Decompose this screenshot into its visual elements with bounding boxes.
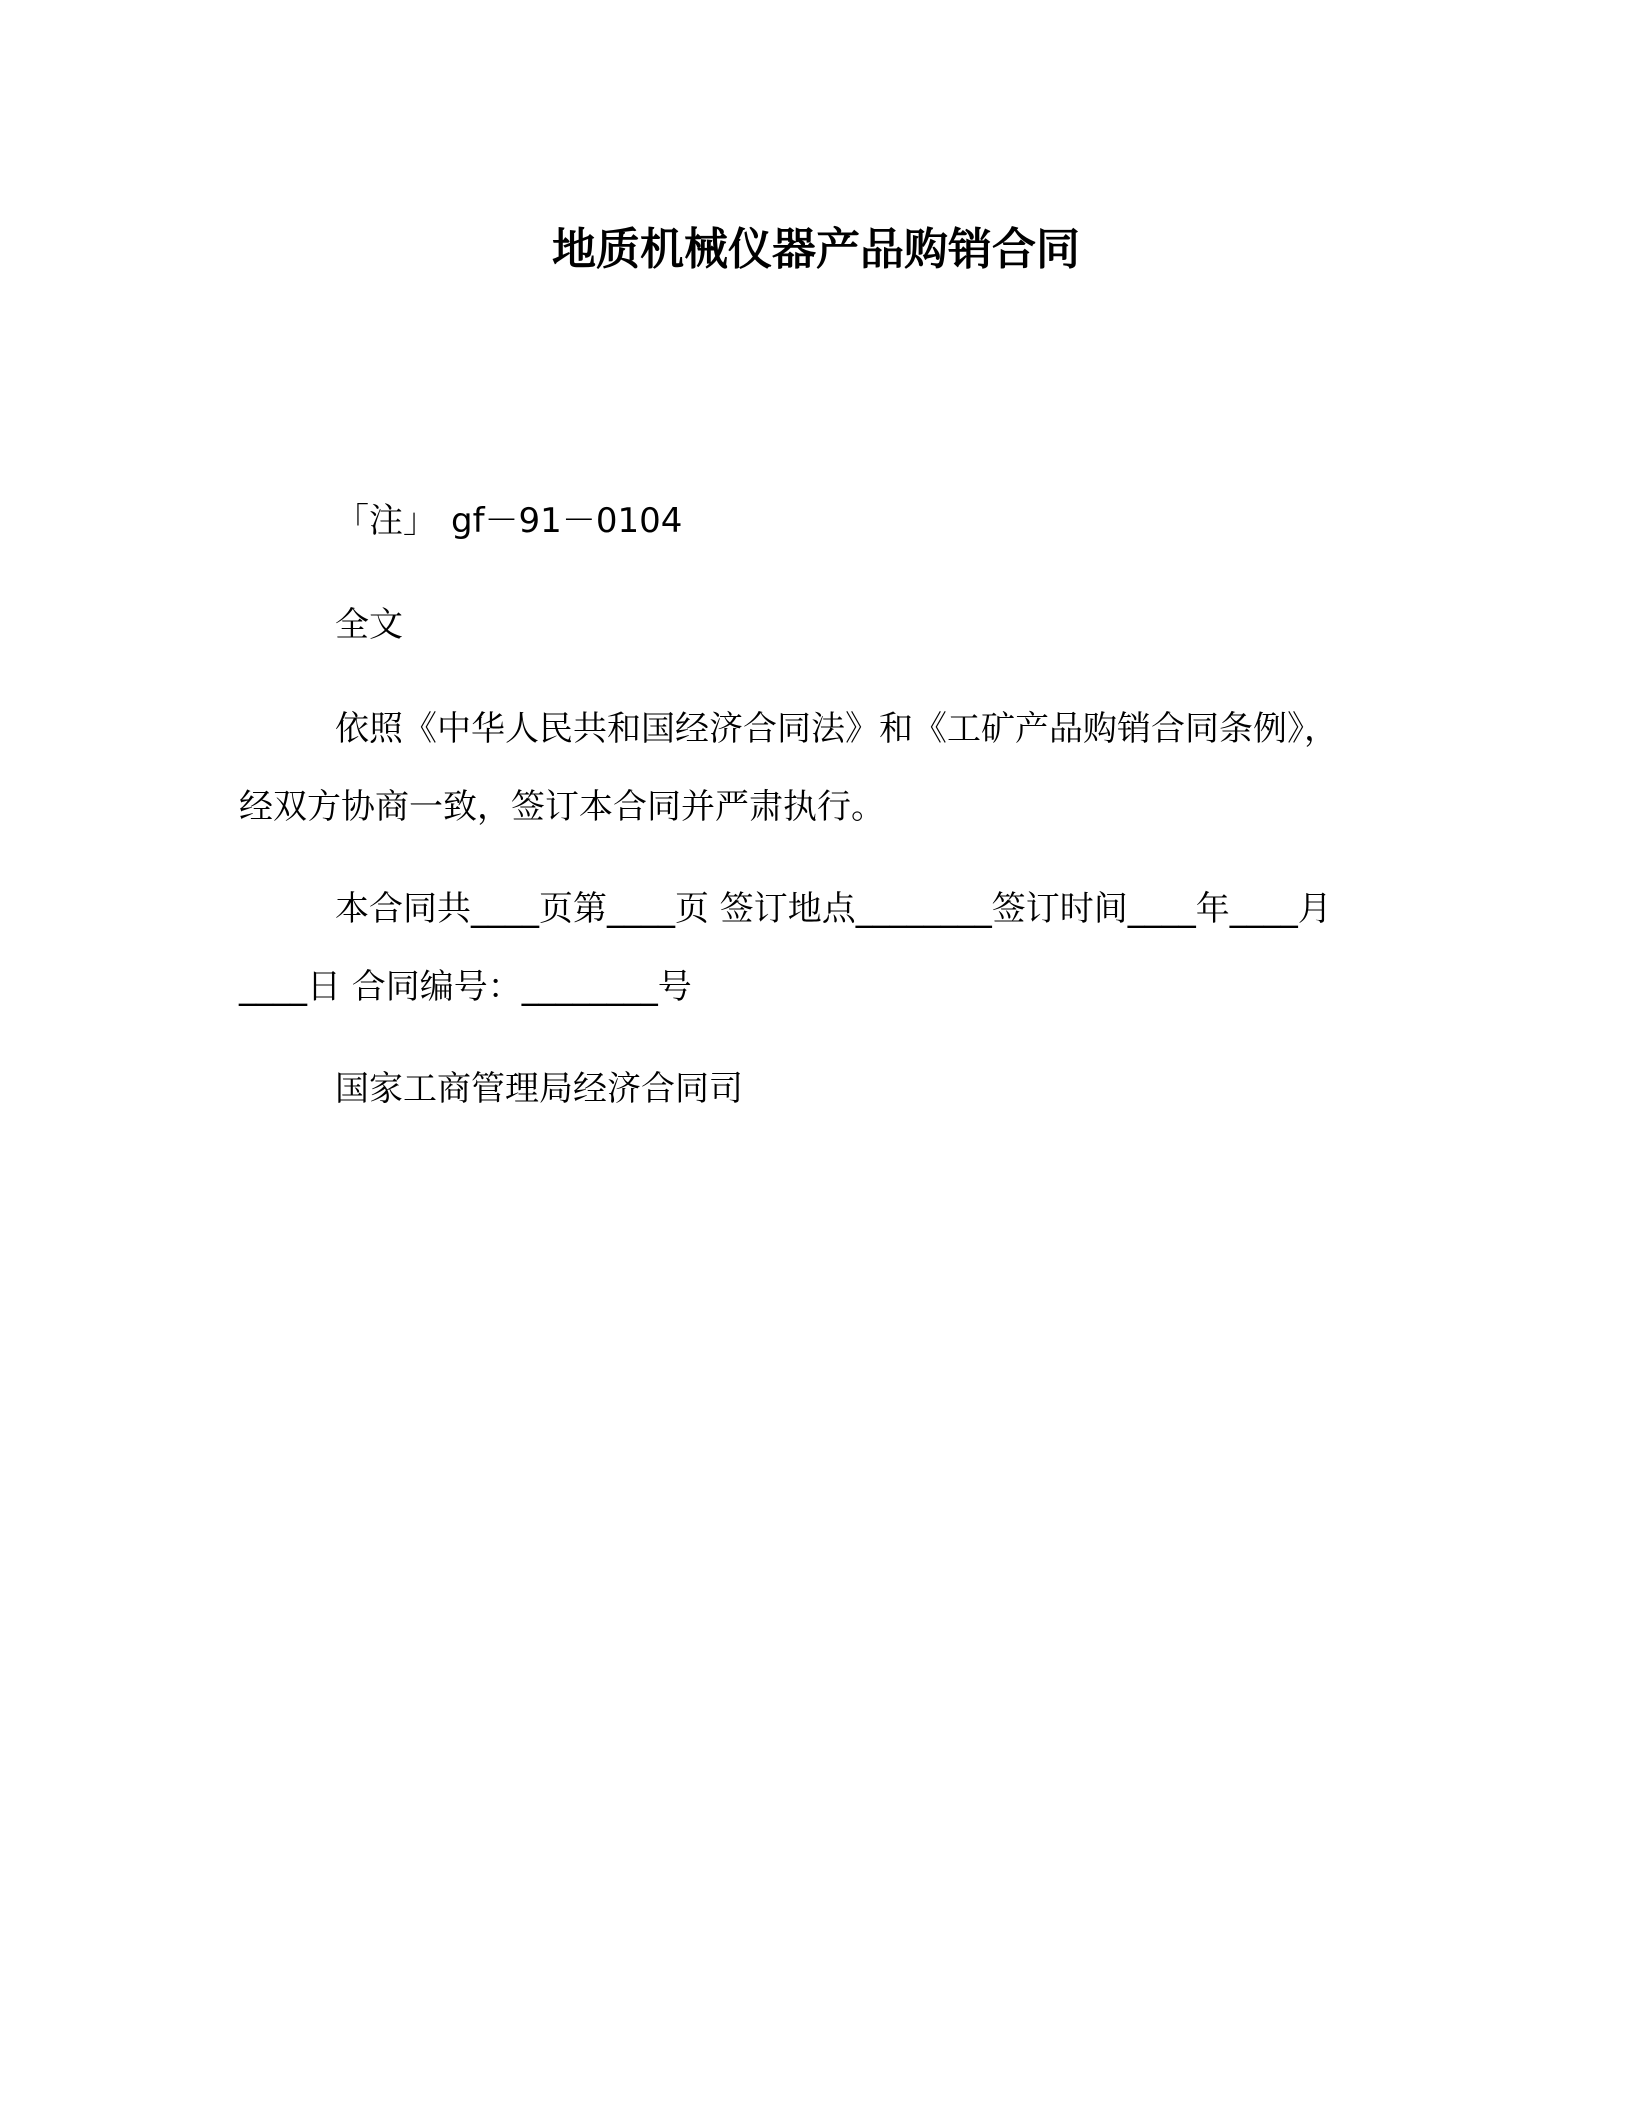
basis-paragraph: 依照《中华人民共和国经济合同法》和《工矿产品购销合同条例》，经双方协商一致，签订本合同并严肃执行。 [239, 709, 1338, 827]
issuer-line: 国家工商管理局经济合同司 [335, 1069, 743, 1109]
note-line [239, 482, 1359, 560]
note-label: 「注」 [335, 501, 437, 541]
fulltext-label: 全文 [335, 605, 403, 645]
contract-meta-line: 本合同共____页第____页 签订地点________签订时间____年____月____日 合同编号：________号 [239, 889, 1332, 1007]
document-title: 地质机械仪器产品购销合同 [552, 224, 1080, 275]
note-code: gf－91－0104 [451, 501, 683, 541]
